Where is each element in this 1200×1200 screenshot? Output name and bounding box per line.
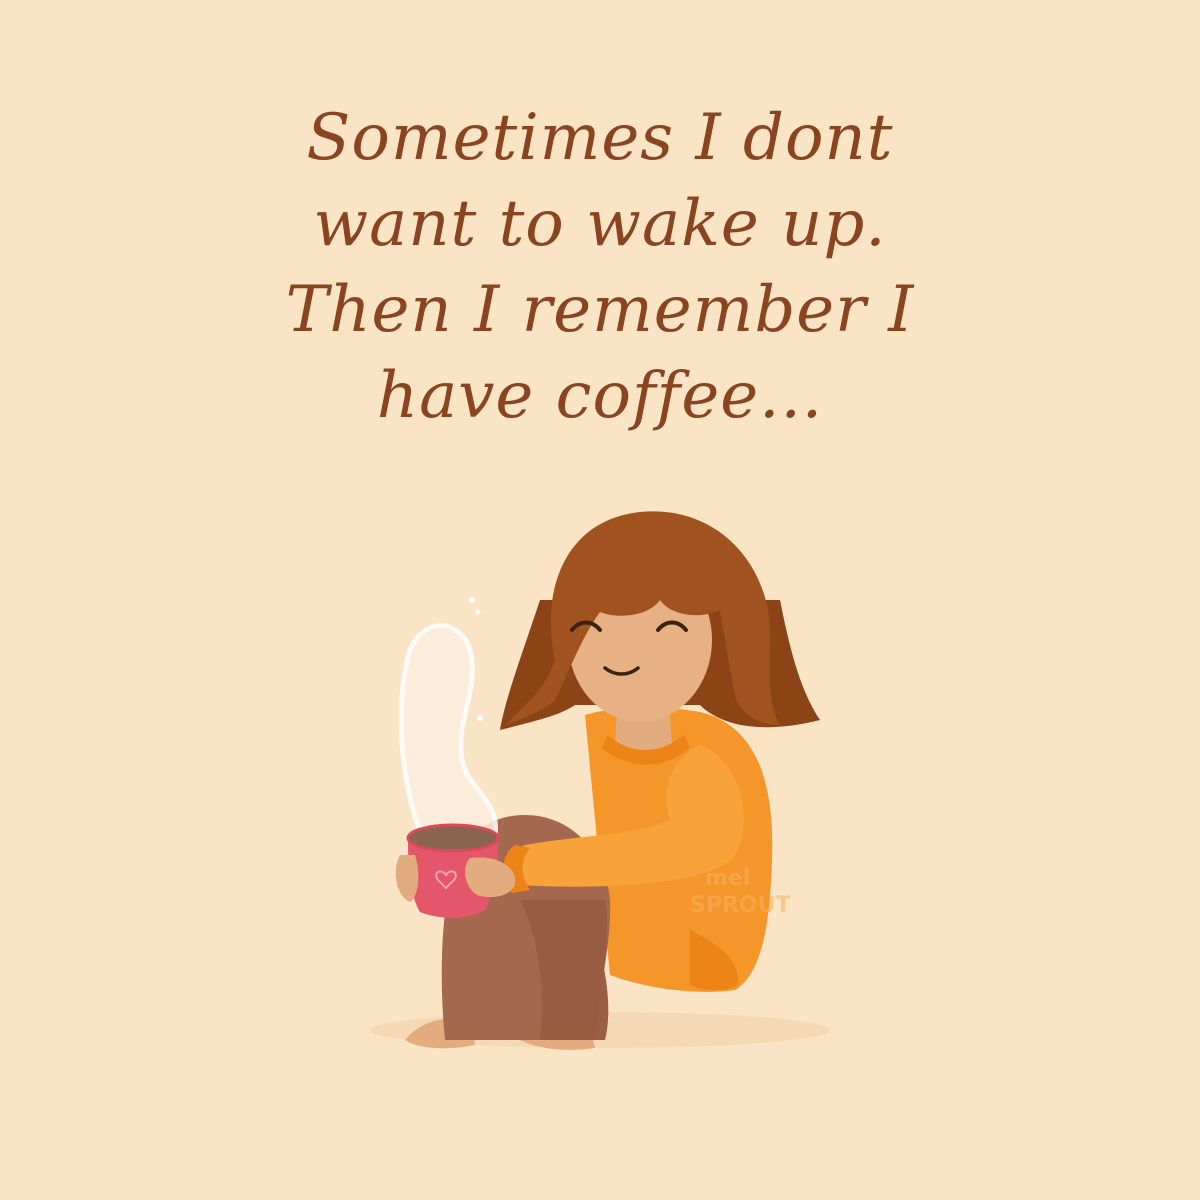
quote-line-1: Sometimes I dont (306, 101, 894, 175)
steam-dot-1 (469, 597, 475, 603)
quote-line-3: Then I remember I (285, 273, 915, 347)
steam-dot-2 (476, 610, 481, 615)
watermark-line-2: SPROUT (690, 893, 791, 918)
quote-line-2: want to wake up. (313, 187, 887, 261)
steam (401, 626, 495, 844)
left-hand (396, 855, 419, 902)
quote-line-4: have coffee... (376, 359, 824, 433)
watermark-line-1: mel (705, 866, 751, 891)
steam-dot-3 (477, 715, 483, 721)
